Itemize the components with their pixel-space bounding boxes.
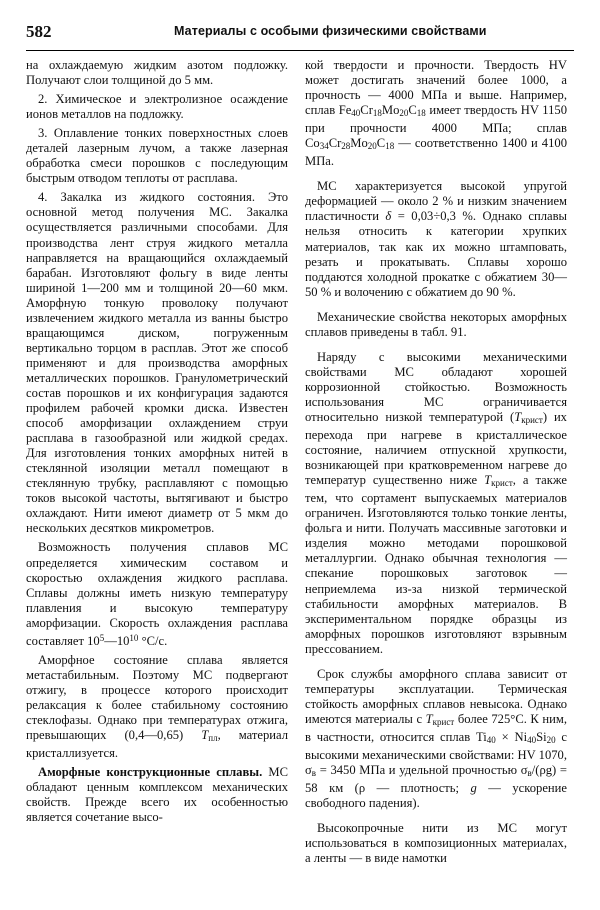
- paragraph: Аморфное состояние сплава является метастабильным. Поэтому МС подвергают отжигу, в процессе которого происходит релаксация к более стабильному состоянию стеклофазы. Однако при температурах отжига, превышающих (0,4—0,65) $T_{пл}$, материал кристаллизуется.: [26, 652, 288, 761]
- paragraph: на охлаждаемую жидким азотом подложку. Получают слои толщиной до 5 мм.: [26, 58, 288, 88]
- paragraph: 3. Оплавление тонких поверхностных слоев деталей лазерным лучом, а также лазерная обработка смеси порошков с последующим быстрым отводом теплоты от расплава.: [26, 126, 288, 186]
- header-divider: [26, 50, 574, 51]
- paragraph: Возможность получения сплавов МС определяется химическим составом и скоростью охлаждения жидкого расплава. Сплавы должны иметь низкую температуру плавления и высокую температуру аморфизации. Скорость охлаждения расплава составляет $10^5—10^{10}$ °С/с.: [26, 540, 288, 648]
- page-header: [26, 22, 584, 46]
- paragraph: Механические свойства некоторых аморфных сплавов приведены в табл. 91.: [305, 309, 567, 339]
- paragraph: Аморфные конструкционные сплавы. МС обладают ценным комплексом механических свойств. Прежде всего их особенностью является сочетание высо-: [26, 765, 288, 825]
- right-column: [305, 58, 567, 870]
- paragraph: 4. Закалка из жидкого состояния. Это основной метод получения МС. Закалка осуществляется различными способами. Для производства лент струя жидкого металла направляется на вращающийся охлаждаемый барабан. Изготовляют фольгу в виде ленты шириной 1—200 мм и толщиной 20—60 мкм. Аморфную тонкую проволоку получают извлечением жидкого металла из ванны быстро вращающимся диском, погруженным вертикально торцом в расплав. Этот же способ применяют и для производства аморфных металлических порошков. Гранулометрический состав порошков и их конфигурация задаются профилем рабочей кромки диска. Известен способ аморфизации охлаждением струи расплава в газообразной или жидкой средах. Для изготовления тонких аморфных нитей в стеклянной изоляции металл помещают в стеклянную трубку, расплавляют с помощью токов высокой частоты, вытягивают и быстро охлаждают. Нити имеют диаметр от 5 мкм до нескольких десятков микрометров.: [26, 190, 288, 536]
- paragraph: Срок службы аморфного сплава зависит от температуры эксплуатации. Термическая стойкость аморфных сплавов невысока. Однако имеются материалы с $T_{крист}$ более 725°С. К ним, в частности, относится сплав $Ti_{40} \times Ni_{40}Si_{20}$ с высокими механическими свойствами: HV 1070, $\sigma_в = 3450$ МПа и удельной прочностью $\sigma_в/(\rho g) = 58$ км (ρ — плотность; g — ускорение свободного падения).: [305, 666, 567, 811]
- paragraph: Высокопрочные нити из МС могут использоваться в композиционных материалах, а ленты — в виде намотки: [305, 821, 567, 866]
- left-column: [26, 58, 288, 829]
- paragraph: Наряду с высокими механическими свойствами МС обладают хорошей коррозионной стойкостью. Возможность использования МС ограничивается относительно низкой температурой $(T_{крист})$ их перехода при нагреве в кристаллическое состояние, наличием отпускной хрупкости, возникающей при кратковременном нагреве до температур существенно ниже $T_{крист}$, а также тем, что сортамент выпускаемых материалов ограничен. Изготовляются только тонкие ленты, фольга и нити. Получать массивные заготовки и изделия можно методами порошковой металлургии. Однако обычная технология — спекание порошковых заготовок — неприемлема из-за низкой термической стабильности аморфных материалов. В экспериментальном порядке образцы из аморфных порошков изготовляют взрывным прессованием.: [305, 349, 568, 656]
- paragraph: МС характеризуется высокой упругой деформацией — около 2 % и низким значением пластичности δ = 0,03÷0,3 %. Однако сплавы нельзя относить к категории хрупких материалов, так как их можно штамповать, резать и прокатывать. Сплавы хорошо поддаются холодной прокатке с обжатием 30—50 % и волочению с обжатием до 90 %.: [305, 179, 567, 299]
- page-number: 582: [26, 22, 52, 41]
- running-title: Материалы с особыми физическими свойствами: [174, 24, 487, 38]
- paragraph: кой твердости и прочности. Твердость HV может достигать значений более 1000, а прочность — 4000 МПа и выше. Например, сплав $Fe_{40}Cr_{18}Mo_{20}C_{18}$ имеет твердость HV 1150 при прочности 4000 МПа; сплав $Co_{34}Cr_{28}Mo_{20}C_{18}$ — соответственно 1400 и 4100 МПа.: [305, 58, 567, 169]
- paragraph: 2. Химическое и электролизное осаждение ионов металлов на подложку.: [26, 92, 288, 122]
- section-heading: Аморфные конструкционные сплавы.: [38, 765, 263, 780]
